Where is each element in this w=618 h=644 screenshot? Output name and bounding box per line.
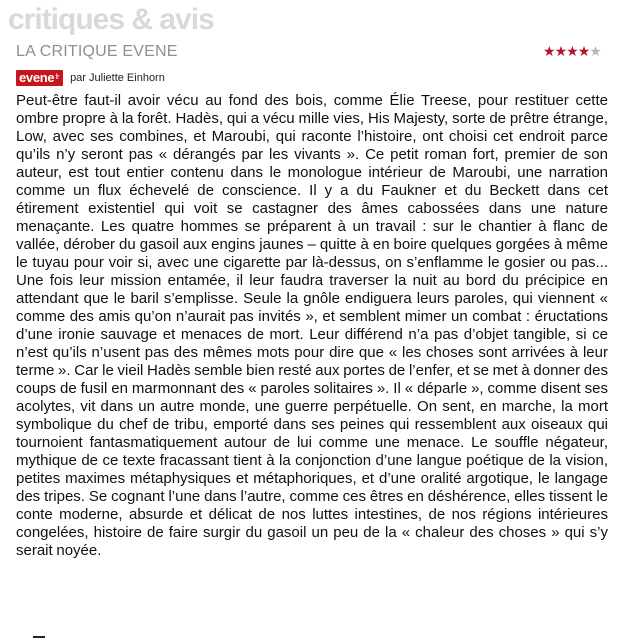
logo-text: evene xyxy=(19,70,55,85)
star-icon-5: ★ xyxy=(589,43,601,59)
star-icon-3: ★ xyxy=(566,43,578,59)
star-rating xyxy=(543,41,601,61)
review-body: Peut-être faut-il avoir vécu au fond des bois, comme Élie Treese, pour restituer cette ombre propre à la forêt. Hadès, qui a vécu mille vies, His Majesty, sorte de prêtre étrange, Low, avec ses combines, et Maroubi, qui raconte l’histoire, ont choisi cet endroit parce qu’ils n’y seront pas « dérangés par les vivants ». Ce petit roman fort, premier de son auteur, est tout entier contenu dans le monologue intérieur de Maroubi, une narration comme un flux échevelé de conscience. Il y a du Faukner et du Beckett dans cet étirement existentiel qui voit se castagner des âmes cabossées dans une nature menaçante. Les quatre hommes se préparent à un travail : sur le chantier à flanc de vallée, dérober du gasoil aux engins jaunes – quitte à en boire quelques gorgées à même le tuyau pour voir si, avec une cigarette par là-dessus, on s’enflamme le gosier ou pas... Une fois leur mission entamée, il leur faudra traverser la nuit au bord du précipice en attendant que le baril s’emplisse. Seule la gnôle endiguera leurs paroles, qui viennent « comme des amis qu’on n’aurait pas invités », et semblent mimer un combat : éructations d’une ironie sauvage et menaces de mort. Leur différend n’a pas d’objet tangible, si ce n’est qu’ils n’usent pas des mêmes mots pour dire que « les choses sont arrivées à leur terme ». Car le vieil Hadès semble bien resté aux portes de l’enfer, et se met à donner des coups de fusil en marmonnant des « paroles solitaires ». Il « déparle », comme disent ses acolytes, vit dans un autre monde, une guerre perpétuelle. On sent, en marche, la mort symbolique du chef de tribu, emporté dans ses peines qui ressemblent aux oiseaux qui tournoient fantasmatiquement autour de lui comme une menace. Le souffle négateur, mythique de ce texte fracassant tient à la conjonction d’une langue poétique de la vision, petites maximes métaphysiques et métaphoriques, et d’une oralité argotique, le langage des tripes. Se cognant l’une dans l’autre, comme ces êtres en déshérence, elles tissent le conte moderne, absurde et délicat de nos luttes intestines, de nos régions intérieures congelées, histoire de faire surgir du gasoil un peu de la « chaleur des choses » qui s’y serait noyée. xyxy=(16,92,608,559)
logo-mark: fr xyxy=(55,74,60,81)
star-icon-4: ★ xyxy=(577,43,590,59)
star-icon-1: ★ xyxy=(543,43,555,59)
author-name: par Juliette Einhorn xyxy=(70,72,165,84)
bottom-clipped-icon xyxy=(33,636,45,644)
section-title: critiques & avis xyxy=(8,3,214,36)
star-icon-2: ★ xyxy=(554,43,567,59)
evene-logo[interactable] xyxy=(16,70,63,86)
critique-subtitle: LA CRITIQUE EVENE xyxy=(16,43,178,60)
byline xyxy=(16,70,165,86)
